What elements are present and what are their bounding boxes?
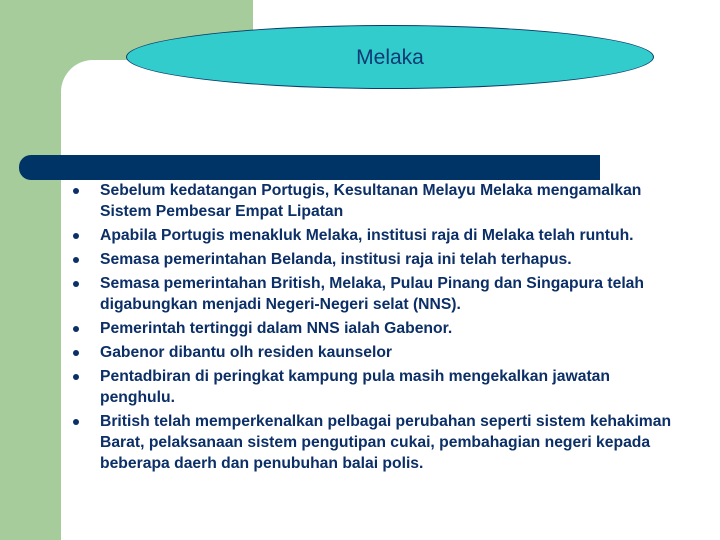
list-item bbox=[72, 249, 672, 270]
bullet-list bbox=[72, 180, 672, 477]
list-item bbox=[72, 180, 672, 222]
divider-bar bbox=[19, 155, 600, 180]
bullet-text: Gabenor dibantu olh residen kaunselor bbox=[100, 344, 393, 361]
slide-title: Melaka bbox=[356, 46, 424, 69]
bullet-icon bbox=[73, 188, 79, 194]
list-item bbox=[72, 342, 672, 363]
list-item bbox=[72, 273, 672, 315]
list-item bbox=[72, 318, 672, 339]
bullet-text: Semasa pemerintahan Belanda, institusi raja ini telah terhapus. bbox=[100, 251, 572, 268]
bullet-icon bbox=[73, 350, 79, 356]
bullet-text: Semasa pemerintahan British, Melaka, Pulau Pinang dan Singapura telah digabungkan menjadi Negeri-Negeri selat (NNS). bbox=[100, 275, 644, 313]
bullet-text: Sebelum kedatangan Portugis, Kesultanan Melayu Melaka mengamalkan Sistem Pembesar Empat Lipatan bbox=[100, 182, 642, 220]
bullet-icon bbox=[73, 281, 79, 287]
bullet-icon bbox=[73, 326, 79, 332]
bullet-text: Pentadbiran di peringkat kampung pula masih mengekalkan jawatan penghulu. bbox=[100, 368, 610, 406]
bullet-icon bbox=[73, 233, 79, 239]
title-ellipse bbox=[126, 25, 654, 89]
bullet-text: Pemerintah tertinggi dalam NNS ialah Gabenor. bbox=[100, 320, 453, 337]
list-item bbox=[72, 366, 672, 408]
bullet-text: British telah memperkenalkan pelbagai perubahan seperti sistem kehakiman Barat, pelaksanaan sistem pengutipan cukai, pembahagian negeri kepada beberapa daerh dan penubuhan balai polis. bbox=[100, 413, 672, 472]
list-item bbox=[72, 225, 672, 246]
bullet-text: Apabila Portugis menakluk Melaka, institusi raja di Melaka telah runtuh. bbox=[100, 227, 634, 244]
bullet-icon bbox=[73, 257, 79, 263]
bullet-icon bbox=[73, 419, 79, 425]
bullet-icon bbox=[73, 374, 79, 380]
list-item bbox=[72, 411, 672, 474]
